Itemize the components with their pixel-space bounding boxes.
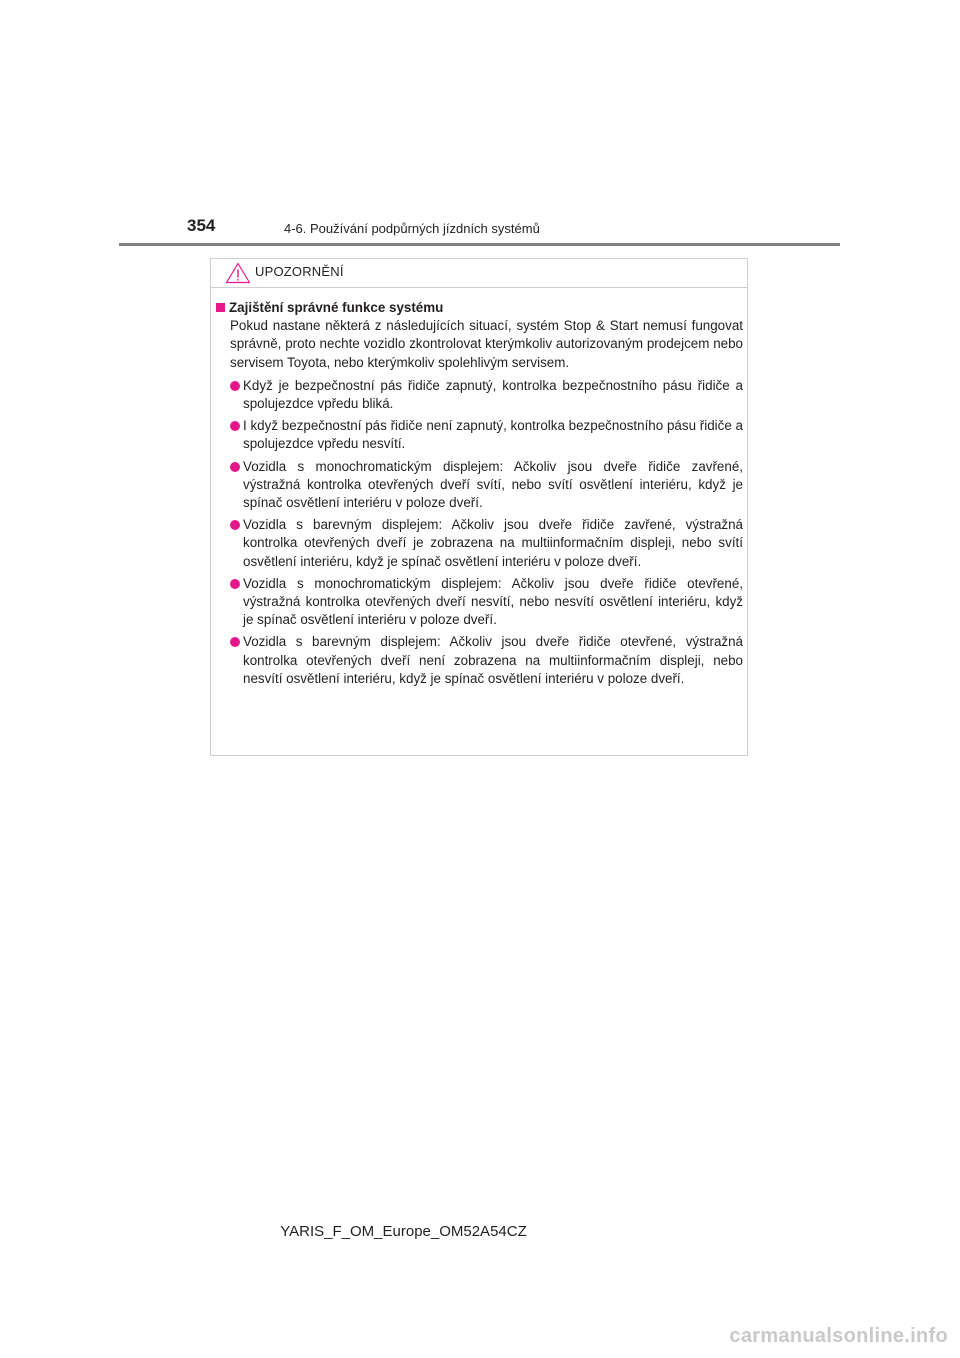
list-item-text: Vozidla s monochromatickým displejem: Ačkoliv jsou dveře řidiče otevřené, výstražná kontrolka otevřených dveří nesvítí, nebo nesvítí osvětlení interiéru, když je spínač osvětlení interiéru v poloze dveří.: [243, 575, 743, 628]
list-item: [216, 377, 743, 413]
circle-bullet-icon: [230, 579, 240, 589]
list-item: [216, 633, 743, 688]
section-heading-text: Zajištění správné funkce systému: [229, 300, 444, 315]
list-item-text: I když bezpečnostní pás řidiče není zapnutý, kontrolka bezpečnostního pásu řidiče a spolujezdce vpředu nesvítí.: [243, 418, 743, 452]
list-item: [216, 458, 743, 513]
list-item-text: Když je bezpečnostní pás řidiče zapnutý, kontrolka bezpečnostního pásu řidiče a spolujezdce vpředu bliká.: [243, 377, 743, 412]
circle-bullet-icon: [230, 520, 240, 530]
list-item-text: Vozidla s barevným displejem: Ačkoliv jsou dveře řidiče otevřené, výstražná kontrolka otevřených dveří není zobrazena na multiinformačním displeji, nebo nesvítí osvětlení interiéru, když je spínač osvětlení interiéru v poloze dveří.: [243, 634, 743, 686]
chapter-title: 4-6. Používání podpůrných jízdních systémů: [284, 221, 540, 236]
warning-box: [210, 258, 748, 756]
section-heading: [216, 299, 743, 317]
intro-paragraph: Pokud nastane některá z následujících situací, systém Stop & Start nemusí fungovat správně, proto nechte vozidlo zkontrolovat kterýmkoliv autorizovaným prodejcem nebo servisem Toyota, nebo kterýmkoliv spolehlivým servisem.: [230, 318, 743, 370]
warning-title: UPOZORNĚNÍ: [255, 264, 344, 279]
watermark: carmanualsonline.info: [729, 1325, 948, 1347]
square-bullet-icon: [216, 303, 225, 312]
document-code: YARIS_F_OM_Europe_OM52A54CZ: [280, 1223, 527, 1240]
list-item: [216, 575, 743, 630]
list-item-text: Vozidla s monochromatickým displejem: Ačkoliv jsou dveře řidiče zavřené, výstražná kontrolka otevřených dveří svítí, nebo svítí osvětlení interiéru, když je spínač osvětlení interiéru v poloze dveří.: [243, 458, 743, 511]
list-item: [216, 417, 743, 453]
circle-bullet-icon: [230, 462, 240, 472]
page-header: [187, 216, 747, 240]
page-number: 354: [187, 216, 216, 235]
list-item: [216, 516, 743, 571]
warning-content: [216, 299, 743, 692]
warning-header: [211, 259, 747, 288]
header-divider: [119, 243, 840, 246]
circle-bullet-icon: [230, 381, 240, 391]
circle-bullet-icon: [230, 421, 240, 431]
list-item-text: Vozidla s barevným displejem: Ačkoliv jsou dveře řidiče zavřené, výstražná kontrolka otevřených dveří je zobrazena na multiinformačním displeji, nebo svítí osvětlení interiéru, když je spínač osvětlení interiéru v poloze dveří.: [243, 517, 743, 569]
condition-list: [216, 377, 743, 688]
circle-bullet-icon: [230, 637, 240, 647]
warning-triangle-icon: [225, 262, 251, 284]
